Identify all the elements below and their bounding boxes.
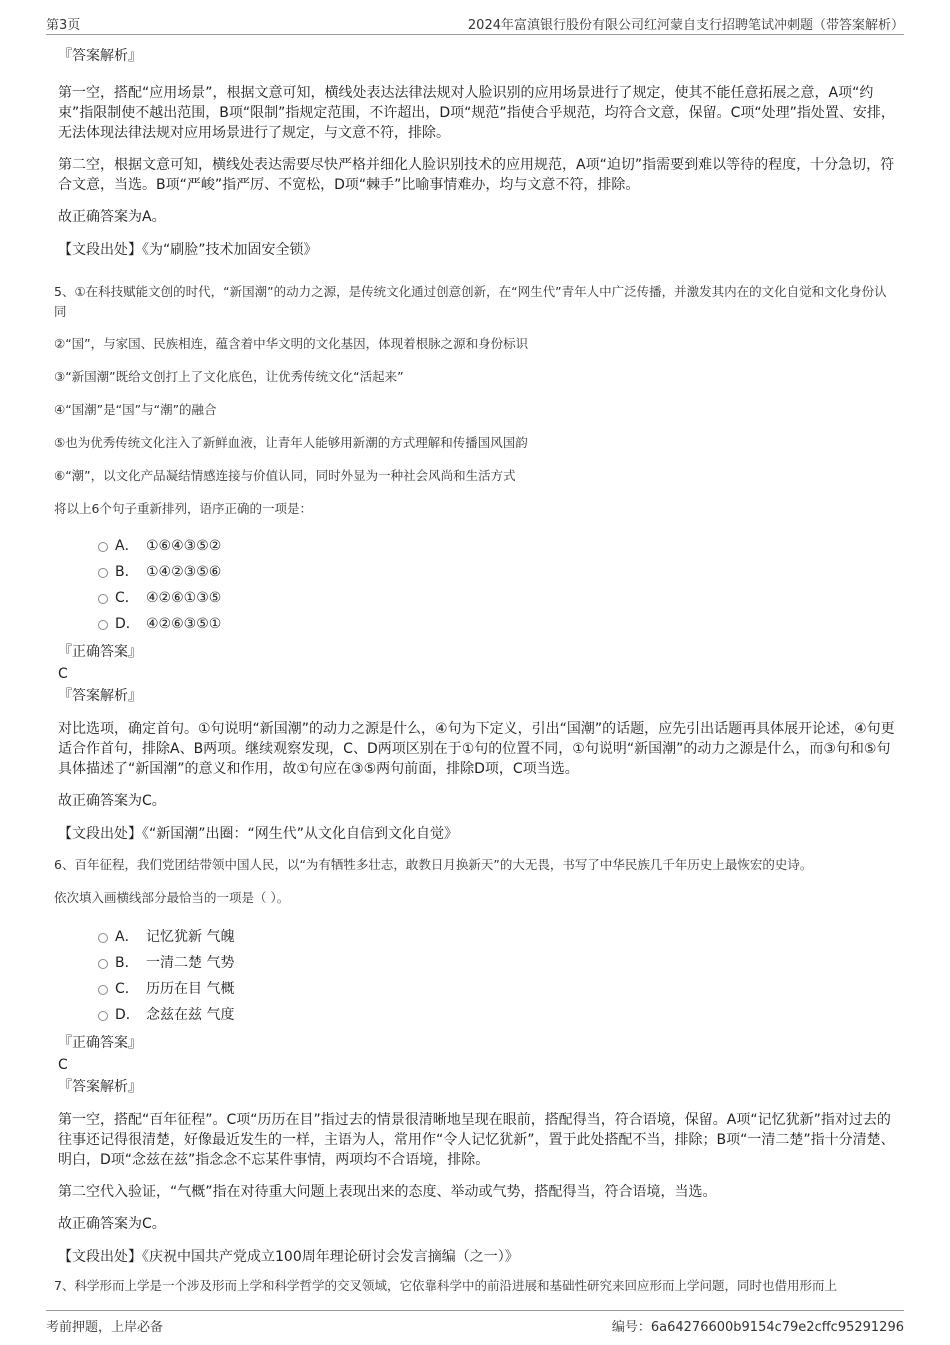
option-c[interactable]: C． 历历在目 气概 — [58, 976, 896, 1002]
conclusion: 故正确答案为A。 — [58, 209, 166, 225]
radio-button[interactable] — [98, 620, 108, 630]
radio-button[interactable] — [98, 542, 108, 552]
sentence-6: ⑥“潮”，以文化产品凝结情感连接与价值认同，同时外显为一种社会风尚和生活方式 — [54, 468, 516, 483]
sentence-5: ⑤也为优秀传统文化注入了新鲜血液，让青年人能够用新潮的方式理解和传播国风国韵 — [54, 435, 528, 450]
option-d[interactable]: D． ④②⑥③⑤① — [58, 611, 896, 637]
analysis-label: 『答案解析』 — [58, 688, 142, 704]
page-footer — [46, 1310, 904, 1335]
option-b[interactable]: B． ①④②③⑤⑥ — [58, 559, 896, 585]
source-citation: 【文段出处】《“新国潮”出圈：“网生代”从文化自信到文化自觉》 — [58, 826, 459, 842]
page-number: 第3页 — [46, 18, 81, 33]
question-5 — [54, 282, 896, 519]
answer-value: C — [58, 666, 68, 682]
analysis-paragraph: 第二空代入验证，“气概”指在对待重大问题上表现出来的态度、举动或气势，搭配得当，符合语境，当选。 — [58, 1184, 717, 1200]
question-7 — [54, 1276, 896, 1296]
option-c[interactable]: C． ④②⑥①③⑤ — [58, 585, 896, 611]
answer-label: 『正确答案』 — [58, 644, 142, 660]
option-a[interactable]: A． ①⑥④③⑤② — [58, 533, 896, 559]
options-list — [58, 924, 896, 1028]
sentence-3: ③“新国潮”既给文创打上了文化底色，让优秀传统文化“活起来” — [54, 369, 404, 384]
document-id: 编号：6a64276600b9154c79e2cffc95291296 — [611, 1320, 904, 1335]
question-stem: 5、①在科技赋能文创的时代，“新国潮”的动力之源，是传统文化通过创意创新，在“网生代”青年人中广泛传播，并激发其内在的文化自觉和文化身份认同 — [54, 284, 887, 319]
source-citation: 【文段出处】《庆祝中国共产党成立100周年理论研讨会发言摘编（之一）》 — [58, 1249, 519, 1265]
source-citation: 【文段出处】《为“刷脸”技术加固安全锁》 — [58, 242, 318, 258]
analysis-paragraph: 第一空，搭配“应用场景”，根据文意可知，横线处表达法律法规对人脸识别的应用场景进行了规定，使其不能任意拓展之意，A项“约束”指限制使不越出范围，B项“限制”指规定范围，不许超出，D项“规范”指使合乎规范，均符合文意，保留。C项“处理”指处置、安排，无法体现法律法规对应用场景进行了规定，与文意不符，排除。 — [58, 85, 895, 141]
analysis-paragraph: 第二空，根据文意可知，横线处表达需要尽快严格并细化人脸识别技术的应用规范，A项“迫切”指需要到难以等待的程度，十分急切，符合文意，当选。B项“严峻”指严厉、不宽松，D项“棘手”比喻事情难办，均与文意不符，排除。 — [58, 157, 895, 193]
answer-value: C — [58, 1057, 68, 1073]
radio-button[interactable] — [98, 959, 108, 969]
footer-slogan: 考前押题，上岸必备 — [46, 1320, 164, 1335]
radio-button[interactable] — [98, 568, 108, 578]
conclusion: 故正确答案为C。 — [58, 793, 166, 809]
option-a[interactable]: A． 记忆犹新 气魄 — [58, 924, 896, 950]
sentence-2: ②“国”，与家国、民族相连，蕴含着中华文明的文化基因，体现着根脉之源和身份标识 — [54, 336, 529, 351]
option-b[interactable]: B． 一清二楚 气势 — [58, 950, 896, 976]
analysis-label: 『答案解析』 — [58, 1079, 142, 1095]
answer-label: 『正确答案』 — [58, 1035, 142, 1051]
question-prompt: 依次填入画横线部分最恰当的一项是（ ）。 — [54, 890, 290, 905]
analysis-label: 『答案解析』 — [58, 48, 142, 64]
question-6 — [54, 855, 896, 908]
question-stem: 6、百年征程，我们党团结带领中国人民，以“为有牺牲多壮志，敢教日月换新天”的大无畏，书写了中华民族几千年历史上最恢宏的史诗。 — [54, 857, 813, 872]
radio-button[interactable] — [98, 594, 108, 604]
radio-button[interactable] — [98, 1011, 108, 1021]
question-prompt: 将以上6个句子重新排列，语序正确的一项是： — [54, 501, 312, 516]
page-header — [46, 12, 904, 35]
option-d[interactable]: D． 念兹在兹 气度 — [58, 1002, 896, 1028]
conclusion: 故正确答案为C。 — [58, 1216, 166, 1232]
options-list — [58, 533, 896, 637]
document-title: 2024年富滇银行股份有限公司红河蒙自支行招聘笔试冲刺题（带答案解析） — [467, 18, 904, 33]
analysis-paragraph: 对比选项，确定首句。①句说明“新国潮”的动力之源是什么，④句为下定义，引出“国潮”的话题，应先引出话题再具体展开论述，④句更适合作首句，排除A、B两项。继续观察发现，C、D两项区别在于①句的位置不同，①句说明“新国潮”的动力之源是什么，而③句和⑤句具体描述了“新国潮”的意义和作用，故①句应在③⑤两句前面，排除D项，C项当选。 — [58, 721, 895, 777]
sentence-4: ④“国潮”是“国”与“潮”的融合 — [54, 402, 217, 417]
document-body — [54, 40, 896, 1296]
analysis-paragraph: 第一空，搭配“百年征程”。C项“历历在目”指过去的情景很清晰地呈现在眼前，搭配得当，符合语境，保留。A项“记忆犹新”指对过去的往事还记得很清楚，好像最近发生的一样，主语为人，常用作“令人记忆犹新”，置于此处搭配不当，排除；B项“一清二楚”指十分清楚、明白，D项“念兹在兹”指念念不忘某件事情，两项均不合语境，排除。 — [58, 1112, 895, 1168]
radio-button[interactable] — [98, 933, 108, 943]
question-stem: 7、科学形而上学是一个涉及形而上学和科学哲学的交叉领域，它依靠科学中的前沿进展和基础性研究来回应形而上学问题，同时也借用形而上 — [54, 1278, 837, 1293]
radio-button[interactable] — [98, 985, 108, 995]
